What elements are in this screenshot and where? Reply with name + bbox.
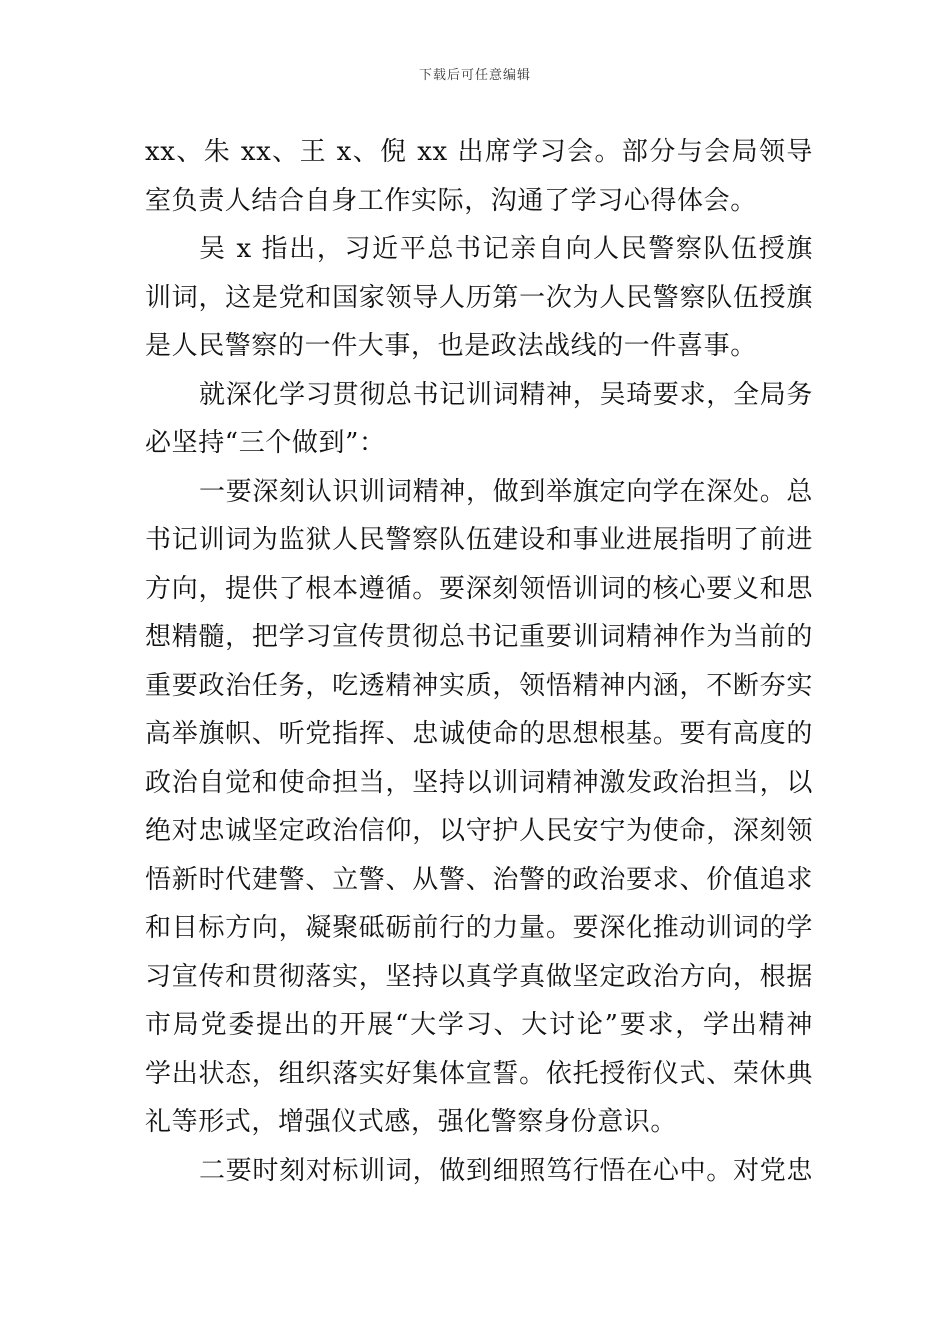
text-line: 训词，这是党和国家领导人历第一次为人民警察队伍授旗 [145,282,813,313]
text-line: 习宣传和贯彻落实，坚持以真学真做坚定政治方向，根据 [145,961,813,992]
text-line: 想精髓，把学习宣传贯彻总书记重要训词精神作为当前的 [145,622,813,652]
text-line: 绝对忠诚坚定政治信仰，以守护人民安宁为使命，深刻领 [145,816,813,846]
text-line: 是人民警察的一件大事，也是政法战线的一件喜事。 [145,331,757,361]
text-line: 学出状态，组织落实好集体宣誓。依托授衔仪式、荣休典 [145,1058,813,1089]
paragraph-first-line: 就深化学习贯彻总书记训词精神，吴琦要求，全局务 [199,379,813,410]
page-header: 下载后可任意编辑 [418,68,531,83]
text-line: 必坚持“三个做到”： [145,428,386,458]
text-line: 方向，提供了根本遵循。要深刻领悟训词的核心要义和思 [145,573,813,604]
text-line: 悟新时代建警、立警、从警、治警的政治要求、价值追求 [145,864,813,895]
text-line: 礼等形式，增强仪式感，强化警察身份意识。 [145,1107,678,1137]
text-line: 重要政治任务，吃透精神实质，领悟精神内涵，不断夯实 [145,670,813,701]
text-line: 高举旗帜、听党指挥、忠诚使命的思想根基。要有高度的 [145,719,813,749]
text-line: xx、朱 xx、王 x、倪 xx 出席学习会。部分与会局领导 [145,137,813,167]
text-line: 市局党委提出的开展“大学习、大讨论”要求，学出精神 [145,1010,813,1040]
text-line: 室负责人结合自身工作实际，沟通了学习心得体会。 [145,185,757,216]
text-line: 书记训词为监狱人民警察队伍建设和事业进展指明了前进 [145,525,813,555]
text-line: 和目标方向，凝聚砥砺前行的力量。要深化推动训词的学 [145,913,813,943]
paragraph-first-line: 一要深刻认识训词精神，做到举旗定向学在深处。总 [199,476,813,507]
text-line: 政治自觉和使命担当，坚持以训词精神激发政治担当，以 [145,767,813,798]
paragraph-first-line: 二要时刻对标训词，做到细照笃行悟在心中。对党忠 [199,1155,813,1186]
paragraph-first-line: 吴 x 指出，习近平总书记亲自向人民警察队伍授旗 [199,234,813,264]
document-body [145,128,813,1195]
